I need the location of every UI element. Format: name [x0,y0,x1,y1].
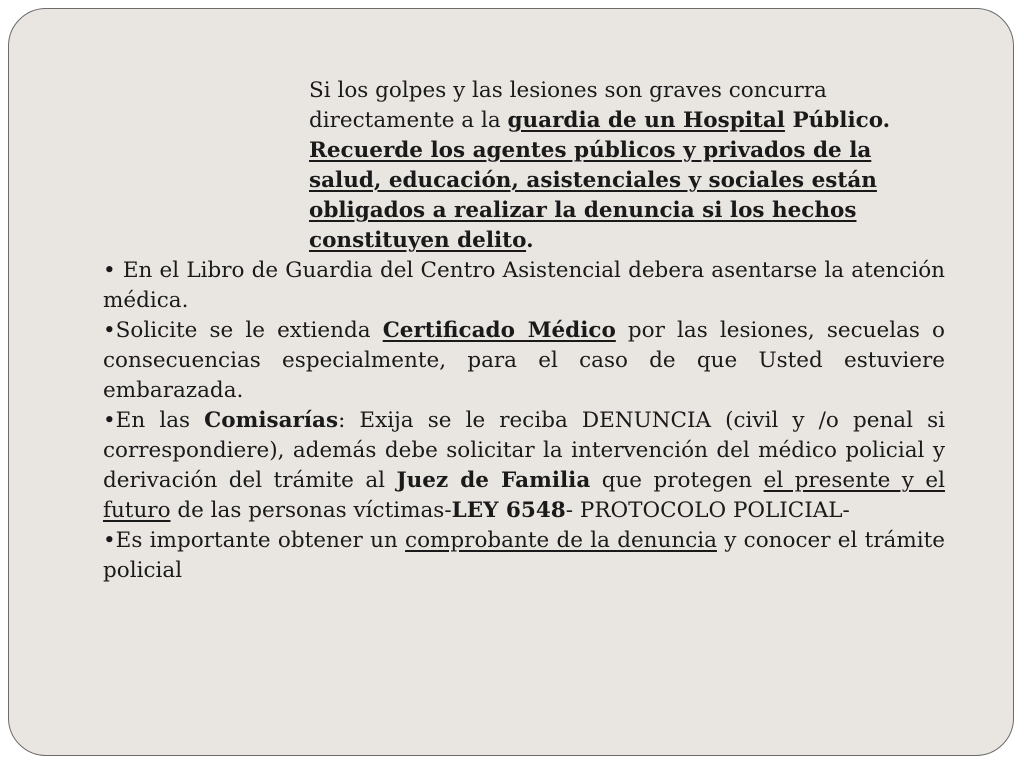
publico-emphasis: Público. [784,108,891,133]
hospital-emphasis: guardia de un Hospital [507,108,785,133]
bullet-libro-text: • En el Libro de Guardia del Centro Asistencial debera asentarse la atención médica. [103,258,945,313]
comisarias-emphasis: Comisarías [204,408,339,433]
slide-content [103,76,945,586]
comprobante-underline: comprobante de la denuncia [405,528,717,553]
intro-paragraph [309,76,945,256]
bullet-certificado [103,316,945,406]
presente-futuro-underline: el presente y el futuro [103,468,945,523]
bullet-certificado-prefix: •Solicite se le extienda [103,318,383,343]
bullet-comisarias-prefix: •En las [103,408,205,433]
bullet-comisarias-mid2: que protegen [590,468,764,493]
bullet-certificado-suffix: por las lesiones, secuelas o consecuencias especialmente, para el caso de que Usted estuviere embarazada. [103,318,945,403]
ley-emphasis: LEY 6548 [451,498,566,523]
bullet-comprobante [103,526,945,586]
obligation-warning: Recuerde los agentes públicos y privados de la salud, educación, asistenciales y sociales están obligados a realizar la denuncia si los hechos constituyen delito [309,138,877,253]
juez-familia-emphasis: Juez de Familia [396,468,591,493]
certificado-medico-emphasis: Certificado Médico [382,318,616,343]
bullet-comprobante-suffix: y conocer el trámite policial [103,528,945,583]
bullet-libro-guardia [103,256,945,316]
bullet-comisarias-mid1: : Exija se le reciba DENUNCIA (civil y /o penal si correspondiere), además debe solicitar la intervención del médico policial y derivación del trámite al [103,408,945,493]
bullet-comprobante-prefix: •Es importante obtener un [103,528,406,553]
warning-period: . [526,228,534,253]
intro-text: Si los golpes y las lesiones son graves concurra directamente a la [309,78,827,133]
bullet-comisarias-suffix: - PROTOCOLO POLICIAL- [565,498,850,523]
bullet-comisarias-mid3: de las personas víctimas- [170,498,452,523]
bullet-comisarias [103,406,945,526]
